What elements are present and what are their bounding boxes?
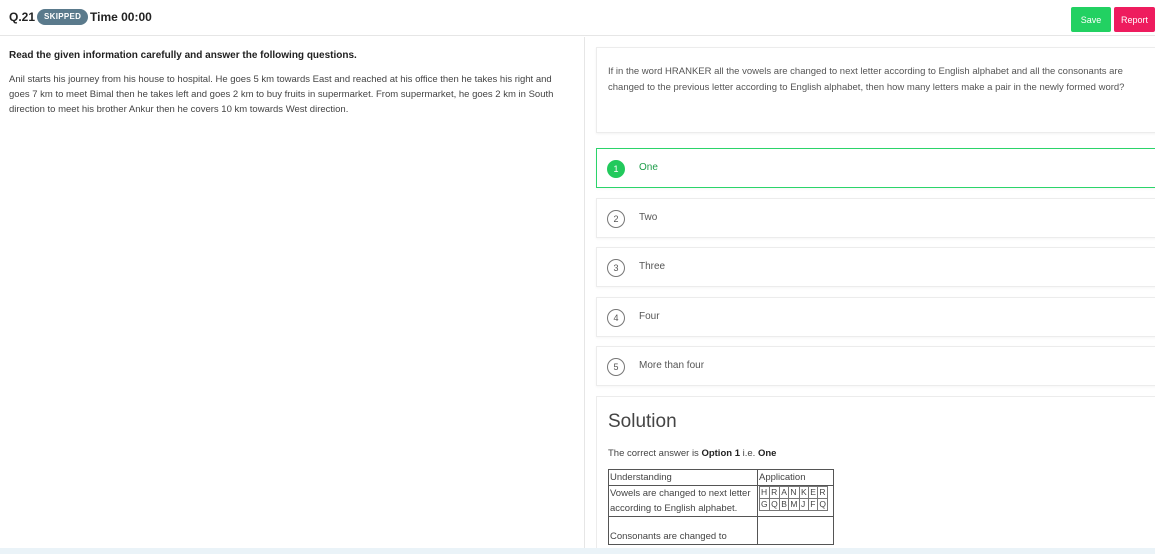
solution-table xyxy=(608,469,834,545)
option-5[interactable] xyxy=(596,346,1155,386)
word-letter: K xyxy=(801,487,808,497)
question-pane[interactable] xyxy=(586,37,1155,548)
status-badge: SKIPPED xyxy=(37,9,88,25)
option-label: Four xyxy=(639,311,660,322)
option-2[interactable] xyxy=(596,198,1155,238)
bottom-bar xyxy=(0,548,1155,554)
new-letter: F xyxy=(810,499,816,509)
answer-mid: i.e. xyxy=(739,448,758,459)
word-letter: N xyxy=(789,487,800,499)
option-label: More than four xyxy=(639,360,705,371)
answer-option: Option 1 xyxy=(701,448,740,459)
option-number: 1 xyxy=(607,160,625,178)
option-label: Three xyxy=(639,261,666,272)
answer-value: One xyxy=(757,448,777,459)
solution-title: Solution xyxy=(608,411,677,432)
letter-table xyxy=(759,486,828,511)
option-label: One xyxy=(639,162,658,173)
table-header-understanding: Understanding xyxy=(609,470,758,486)
row2-understanding: Consonants are changed to xyxy=(609,517,758,545)
word-letter: H xyxy=(761,487,768,497)
save-button[interactable]: Save xyxy=(1071,7,1111,32)
word-letter: R xyxy=(819,487,826,497)
option-number: 5 xyxy=(607,358,625,376)
new-letter: Q xyxy=(819,499,827,509)
passage-text: Anil starts his journey from his house to hospital. He goes 5 km towards East and reached at his office then he takes his right and goes 7 km to meet Bimal then he takes left and goes 2 km to buy fruits in supermarket. From supermarket, he goes 2 km in South direction to meet his brother Ankur then he covers 10 km towards West direction. xyxy=(9,74,554,115)
table-header-application: Application xyxy=(758,470,834,486)
question-number: Q.21 xyxy=(9,10,36,24)
row1-understanding: Vowels are changed to next letter according to English alphabet. xyxy=(609,486,758,517)
timer: Time 00:00 xyxy=(90,10,152,24)
option-label: Two xyxy=(639,212,658,223)
question-text: If in the word HRANKER all the vowels are changed to next letter according to English alphabet and all the consonants are changed to the previous letter according to English alphabet, then how many letters make a pair in the newly formed word? xyxy=(608,66,1125,93)
passage-pane[interactable] xyxy=(0,37,585,554)
question-card xyxy=(596,47,1155,133)
solution-answer xyxy=(608,448,776,459)
solution-card xyxy=(596,396,1155,548)
new-letter: Q xyxy=(771,499,779,509)
option-3[interactable] xyxy=(596,247,1155,287)
new-letter: J xyxy=(800,499,809,511)
report-button[interactable]: Report xyxy=(1114,7,1155,32)
option-number: 4 xyxy=(607,309,625,327)
answer-prefix: The correct answer is xyxy=(608,448,702,459)
question-header xyxy=(0,0,1155,36)
option-4[interactable] xyxy=(596,297,1155,337)
new-letter: M xyxy=(790,499,799,509)
word-letter: A xyxy=(781,487,788,497)
row1-application xyxy=(758,486,834,517)
new-letter: G xyxy=(761,499,769,509)
word-letter: R xyxy=(771,487,778,497)
row2-application xyxy=(758,517,834,545)
option-1[interactable] xyxy=(596,148,1155,188)
passage-instruction: Read the given information carefully and answer the following questions. xyxy=(9,50,357,61)
option-number: 2 xyxy=(607,210,625,228)
new-letter: B xyxy=(781,499,788,509)
option-number: 3 xyxy=(607,259,625,277)
word-letter: E xyxy=(810,487,817,497)
